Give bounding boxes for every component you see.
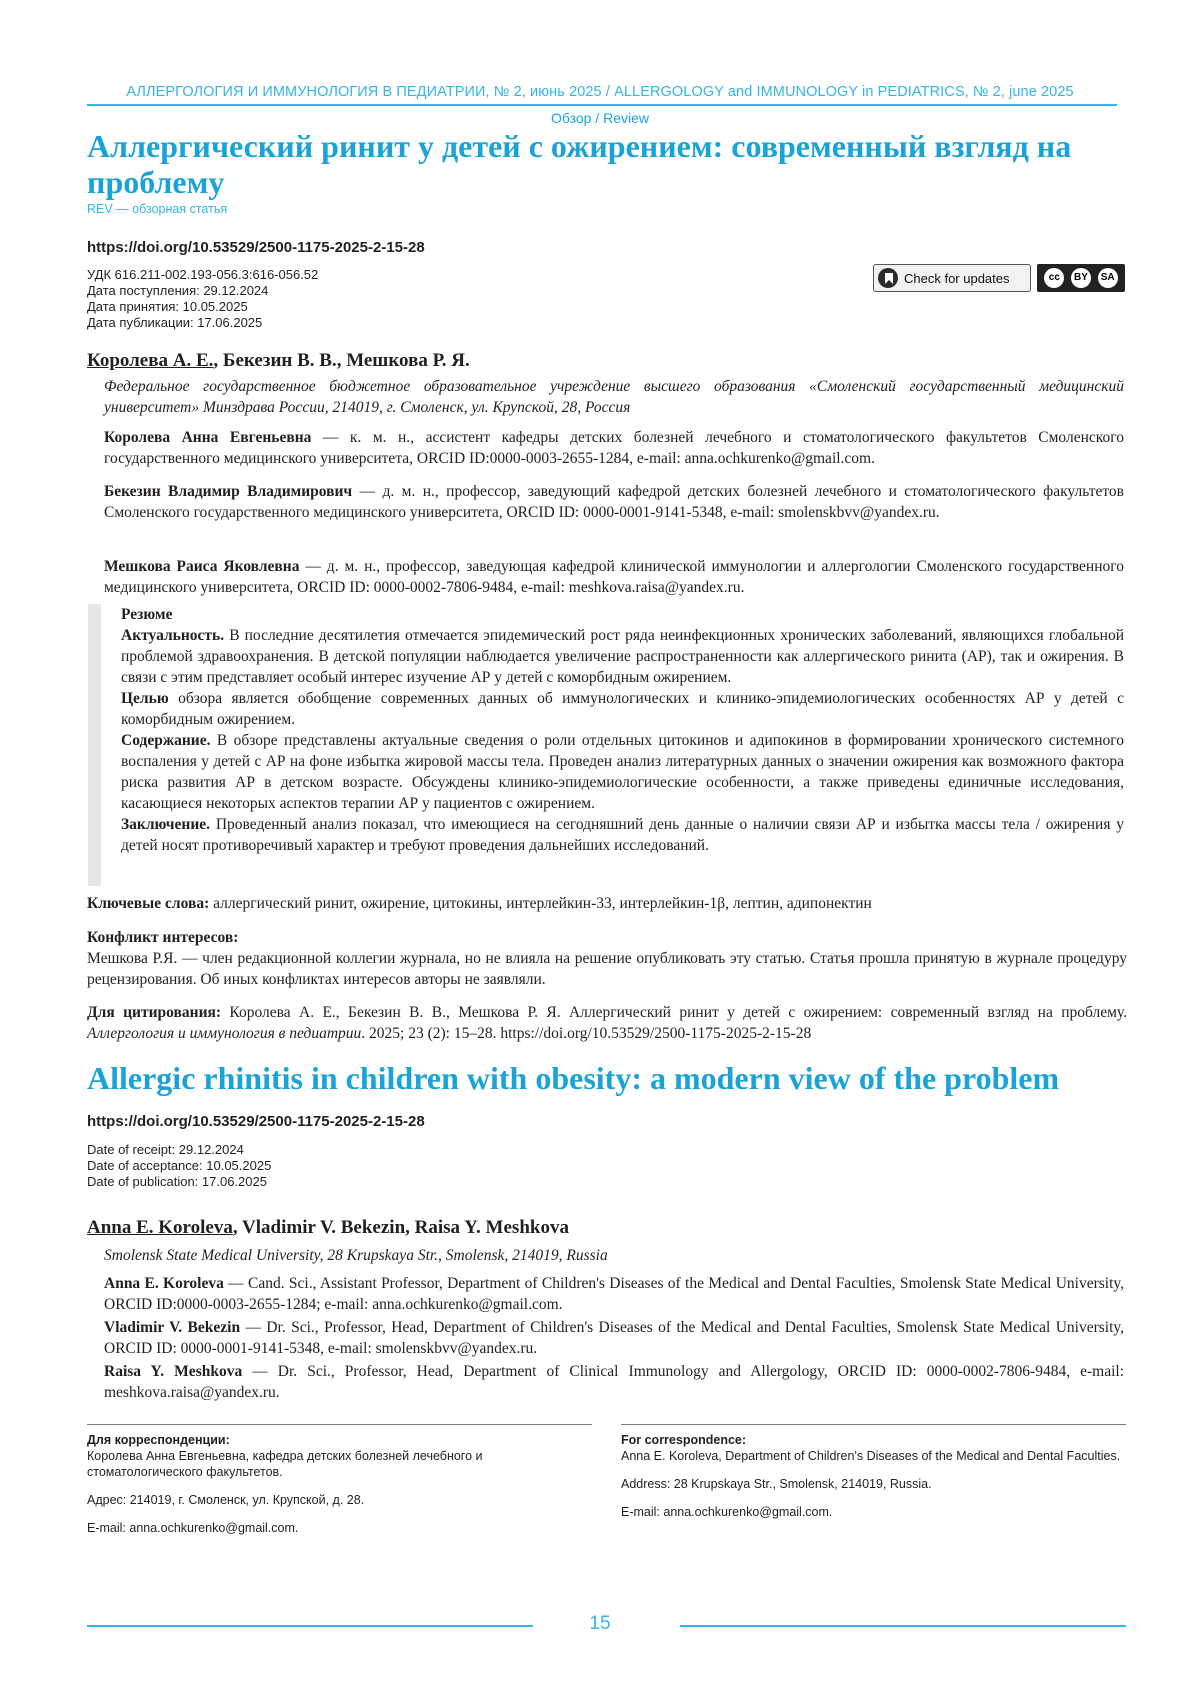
authors-ru: Королева А. Е., Бекезин В. В., Мешкова Р. Я. [87,350,470,371]
correspondence-heading: For correspondence: [621,1433,747,1447]
author-info-name: Anna E. Koroleva [104,1275,224,1292]
author-info [104,556,1124,598]
conflict-of-interest [87,927,1127,990]
section-label: Обзор / Review [550,110,649,126]
check-updates-label: Check for updates [904,270,1010,286]
correspondence-en [621,1432,1126,1532]
date-published: Дата публикации: 17.06.2025 [87,315,263,330]
keywords-text: аллергический ринит, ожирение, цитокины, интерлейкин-33, интерлейкин-1β, лептин, адипонектин [209,895,872,912]
correspondence-address: Address: 28 Krupskaya Str., Smolensk, 214019, Russia. [621,1477,932,1491]
udc: УДК 616.211-002.193-056.3:616-056.52 [87,267,319,282]
abstract-paragraph: Актуальность. В последние десятилетия отмечается эпидемический рост ряда неинфекционных хронических заболеваний, являющихся глобальной проблемой здравоохранения. В детской популяции наблюдается увеличение распространенности как аллергического ринита (АР), так и ожирения. В связи с этим представляет особый интерес изучение АР у детей с коморбидным ожирением. [121,627,1124,686]
author-info-text: — д. м. н., профессор, заведующая кафедрой клинической иммунологии и аллергологии Смоленского государственного медицинского университета, ORCID ID: 0000-0002-7806-9484, e-mail: meshkova.raisa@yandex.ru. [104,558,1124,596]
date-accepted: Дата принятия: 10.05.2025 [87,299,248,314]
abstract-side-bar [88,604,101,886]
author-info-text: — д. м. н., профессор, заведующий кафедрой детских болезней лечебного и стоматологического факультетов Смоленского государственного медицинского университета, ORCID ID: 0000-0001-9141-5348, e-mail: smolenskbvv@yandex.ru. [104,483,1124,521]
author-info [104,1361,1124,1403]
author-info-text: — Dr. Sci., Professor, Head, Department of Children's Diseases of the Medical and Dental Faculties, Smolensk State Medical University, ORCID ID: 0000-0001-9141-5348, e-mail: smolenskbvv@yandex.ru. [104,1319,1125,1357]
author-info-name: Мешкова Раиса Яковлевна [104,558,300,575]
abstract-paragraph: Целью обзора является обобщение современных данных об иммунологических и клинико-эпидемиологических особенностях АР у детей с коморбидным ожирением. [121,690,1124,728]
authors-en: Anna E. Koroleva, Vladimir V. Bekezin, Raisa Y. Meshkova [87,1217,569,1238]
keywords [87,893,1127,914]
author-info-text: — к. м. н., ассистент кафедры детских болезней лечебного и стоматологического факультетов Смоленского государственного медицинского университета, ORCID ID:0000-0003-2655-1284, e-mail: anna.ochkurenko@gmail.com. [104,429,1124,467]
conflict-text: Мешкова Р.Я. — член редакционной коллегии журнала, но не влияла на решение опубликовать эту статью. Статья прошла принятую в журнале процедуру рецензирования. Об иных конфликтах интересов авторы не заявляли. [87,950,1127,988]
author-info-name: Vladimir V. Bekezin [104,1319,241,1336]
affiliation-en: Smolensk State Medical University, 28 Krupskaya Str., Smolensk, 214019, Russia [104,1247,608,1264]
correspondence-name: Королева Анна Евгеньевна, кафедра детских болезней лечебного и стоматологического факультетов. [87,1449,483,1479]
abstract-content [121,604,1124,856]
citation-tail: . 2025; 23 (2): 15–28. https://doi.org/10.53529/2500-1175-2025-2-15-28 [361,1025,812,1042]
correspondence-address: Адрес: 214019, г. Смоленск, ул. Крупской, д. 28. [87,1493,365,1507]
author-info [104,1317,1124,1359]
correspondence-email: E-mail: anna.ochkurenko@gmail.com. [87,1521,299,1535]
abstract-paragraph: Содержание. В обзоре представлены актуальные сведения о роли отдельных цитокинов и адипокинов в формировании хронического системного воспаления у детей с АР на фоне избытка жировой массы тела. Проведен анализ литературных данных о значении ожирения как возможного фактора риска развития АР в детском возрасте. Обсуждены клинико-эпидемиологические особенности, а также приведены единичные исследования, касающиеся некоторых аспектов терапии АР у пациентов с ожирением. [121,732,1124,812]
affiliation-ru: Федеральное государственное бюджетное образовательное учреждение высшего образования «Смоленский государственный медицинский университет» Минздрава России, 214019, г. Смоленск, ул. Крупской, 28, Россия [104,378,1124,416]
citation-text: Королева А. Е., Бекезин В. В., Мешкова Р. Я. Аллергический ринит у детей с ожирением: современный взгляд на проблему. [221,1004,1127,1021]
bookmark-icon [878,268,898,288]
journal-header: АЛЛЕРГОЛОГИЯ И ИММУНОЛОГИЯ В ПЕДИАТРИИ, № 2, июнь 2025 / ALLERGOLOGY and IMMUNOLOGY in PEDIATRICS, № 2, june 2025 [126,84,1074,100]
doi-link-ru[interactable]: https://doi.org/10.53529/2500-1175-2025-2-15-28 [87,239,425,256]
author-name: Vladimir V. Bekezin [242,1217,406,1238]
abstract-box [88,604,1128,886]
conflict-label: Конфликт интересов: [87,929,239,946]
header-rule [87,104,1117,106]
date-received: Date of receipt: 29.12.2024 [87,1142,244,1157]
author-name[interactable]: Королева А. Е. [87,350,214,371]
citation [87,1002,1127,1044]
correspondence-name: Anna E. Koroleva, Department of Children's Diseases of the Medical and Dental Faculties. [621,1449,1121,1463]
keywords-label: Ключевые слова: [87,895,210,912]
correspondence-rule-en [621,1424,1126,1425]
check-for-updates-badge[interactable] [873,264,1031,292]
cc-by-icon: BY [1071,268,1091,288]
author-name[interactable]: Anna E. Koroleva [87,1217,233,1238]
correspondence-heading: Для корреспонденции: [87,1433,230,1447]
author-info-name: Raisa Y. Meshkova [104,1363,243,1380]
correspondence-rule-ru [87,1424,592,1425]
author-info-name: Королева Анна Евгеньевна [104,429,312,446]
date-received: Дата поступления: 29.12.2024 [87,283,269,298]
author-info [104,427,1124,469]
page-number: 15 [589,1613,611,1634]
article-dates-en [87,1142,271,1190]
article-type: REV — обзорная статья [87,202,228,216]
author-info-name: Бекезин Владимир Владимирович [104,483,353,500]
author-name: Raisa Y. Meshkova [414,1217,569,1238]
cc-sa-icon: SA [1098,268,1118,288]
footer-rule-right [680,1625,1126,1627]
article-title-ru: Аллергический ринит у детей с ожирением: современный взгляд на проблему [87,128,1072,200]
author-name: Бекезин В. В. [222,350,337,371]
article-dates-ru [87,267,318,331]
abstract-paragraph: Заключение. Проведенный анализ показал, что имеющиеся на сегодняшний день данные о наличии связи АР и избытка массы тела / ожирения у детей носят противоречивый характер и требуют проведения дальнейших исследований. [121,816,1124,854]
citation-label: Для цитирования: [87,1004,222,1021]
date-accepted: Date of acceptance: 10.05.2025 [87,1158,272,1173]
footer-rule-left [87,1625,533,1627]
author-name: Мешкова Р. Я. [346,350,470,371]
article-title-en: Allergic rhinitis in children with obesity: a modern view of the problem [87,1060,1060,1096]
author-info [104,481,1124,523]
doi-link-en[interactable]: https://doi.org/10.53529/2500-1175-2025-2-15-28 [87,1113,425,1130]
author-info [104,1273,1124,1315]
author-info-text: — Cand. Sci., Assistant Professor, Department of Children's Diseases of the Medical and Dental Faculties, Smolensk State Medical University, ORCID ID:0000-0003-2655-1284; e-mail: anna.ochkurenko@gmail.com. [104,1275,1124,1313]
citation-journal: Аллергология и иммунология в педиатрии [87,1025,362,1042]
abstract-heading: Резюме [121,606,173,623]
cc-icon: cc [1044,268,1064,288]
date-published: Date of publication: 17.06.2025 [87,1174,267,1189]
correspondence-ru [87,1432,592,1548]
author-info-text: — Dr. Sci., Professor, Head, Department of Clinical Immunology and Allergology, ORCID ID: 0000-0002-7806-9484, e-mail: meshkova.raisa@yandex.ru. [104,1363,1124,1401]
cc-license-badge[interactable] [1037,264,1125,292]
correspondence-email: E-mail: anna.ochkurenko@gmail.com. [621,1505,833,1519]
